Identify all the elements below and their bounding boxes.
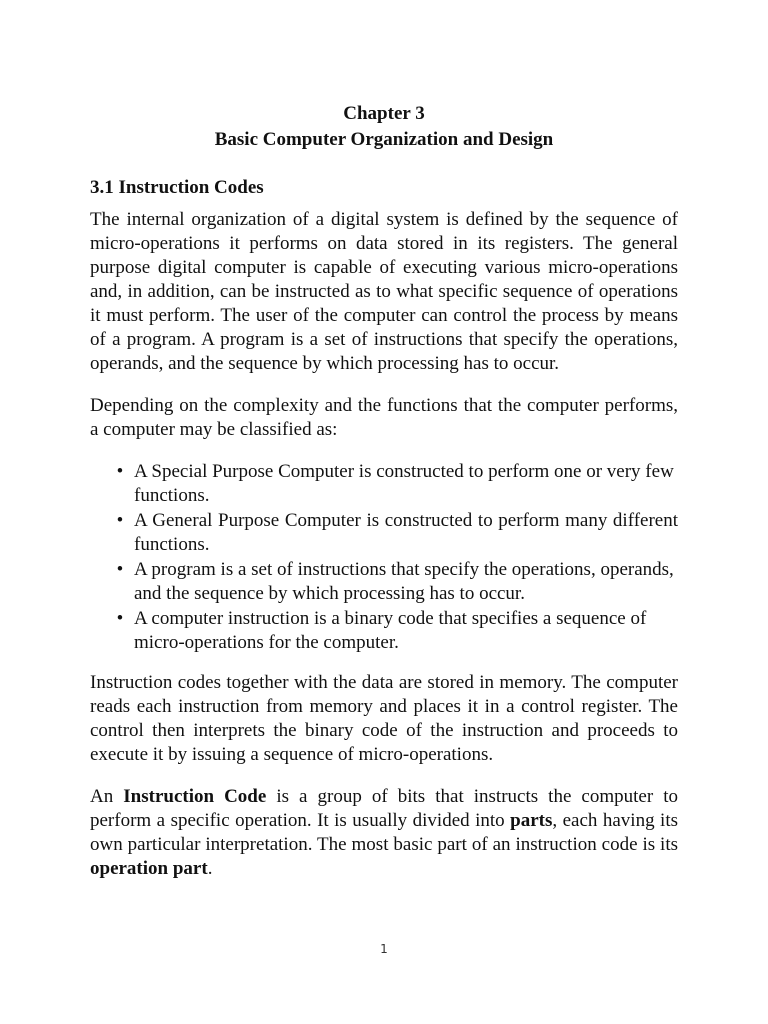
bold-term-parts: parts [510, 810, 553, 831]
bullet-icon: • [116, 559, 124, 580]
list-item [116, 607, 678, 655]
list-item [116, 460, 678, 508]
bullet-icon: • [116, 608, 124, 629]
paragraph-intro: The internal organization of a digital system is defined by the sequence of micro-operations it performs on data stored in its registers. The general purpose digital computer is capable of executing various micro-operations and, in addition, can be instructed as to what specific sequence of operations it must perform. The user of the computer can control the process by means of a program. A program is a set of instructions that specify the operations, operands, and the sequence by which processing has to occur. [90, 209, 678, 374]
paragraph-memory: Instruction codes together with the data are stored in memory. The computer reads each instruction from memory and places it in a control register. The control then interprets the binary code of the instruction and proceeds to execute it by issuing a sequence of micro-operations. [90, 672, 678, 765]
classification-list [90, 460, 678, 655]
bullet-icon: • [116, 510, 124, 531]
bold-term-instruction-code: Instruction Code [123, 786, 267, 807]
text-run: is a group of bits that instructs the computer to perform a specific operation. It is usually divided into [90, 786, 678, 831]
bullet-icon: • [116, 461, 124, 482]
list-item-text: A General Purpose Computer is constructed to perform many different functions. [134, 510, 678, 555]
text-run: . [207, 858, 213, 879]
document-page [90, 100, 678, 899]
paragraph-classification: Depending on the complexity and the functions that the computer performs, a computer may be classified as: [90, 395, 678, 440]
list-item-text: A computer instruction is a binary code that specifies a sequence of micro-operations for the computer. [134, 608, 647, 653]
text-run: , each having its own particular interpretation. The most basic part of an instruction code is its [90, 810, 678, 855]
section-heading: 3.1 Instruction Codes [90, 177, 264, 198]
text-run: An [90, 786, 124, 807]
chapter-title: Basic Computer Organization and Design [214, 129, 554, 150]
list-item [116, 558, 678, 606]
paragraph-instruction-code [90, 785, 678, 881]
bold-term-operation-part: operation part [90, 858, 208, 879]
chapter-number: Chapter 3 [343, 103, 425, 124]
list-item [116, 509, 678, 557]
page-number: 1 [380, 942, 388, 956]
list-item-text: A program is a set of instructions that specify the operations, operands, and the sequence by which processing has to occur. [134, 559, 674, 604]
list-item-text: A Special Purpose Computer is constructed to perform one or very few functions. [134, 461, 674, 506]
